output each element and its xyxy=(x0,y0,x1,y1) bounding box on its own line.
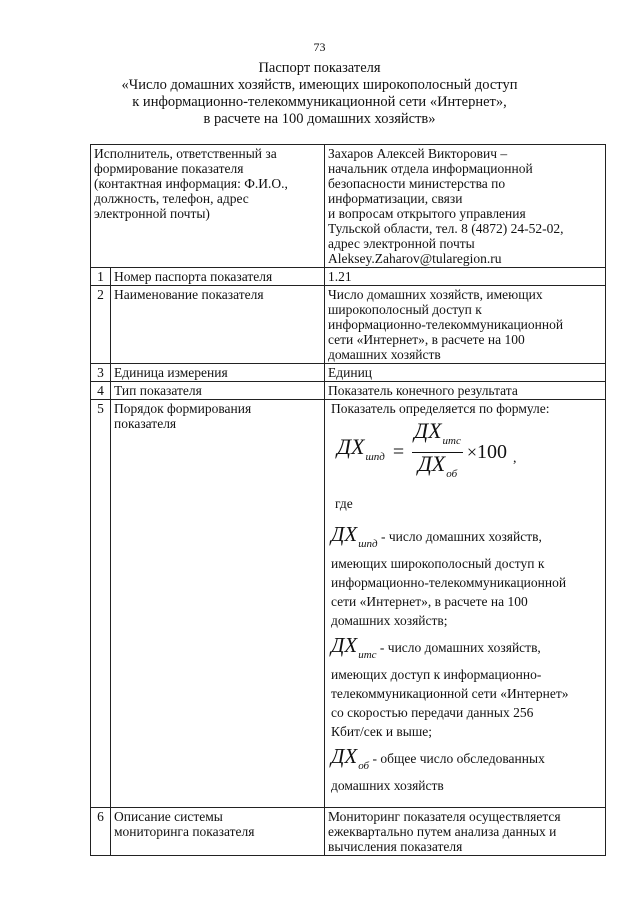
table-row xyxy=(91,286,606,364)
document-title xyxy=(60,60,579,128)
title-line: к информационно-телекоммуникационной сети «Интернет», xyxy=(132,94,507,110)
row-number: 5 xyxy=(91,400,111,808)
denominator: $ДХ_{об}$ xyxy=(417,450,458,480)
page-number: 73 xyxy=(313,40,326,54)
numerator: $ДХ_{итс}$ xyxy=(412,423,463,453)
table-row xyxy=(91,382,606,400)
title-line: в расчете на 100 домашних хозяйств» xyxy=(203,111,436,127)
multiplier: 100 xyxy=(477,440,508,463)
formula xyxy=(337,417,602,482)
row-number: 2 xyxy=(91,286,111,364)
table-row xyxy=(91,364,606,382)
row-number: 1 xyxy=(91,268,111,286)
row-value: Показатель конечного результата xyxy=(325,382,606,400)
definition-ob: $ДХ_{об}$ - общее число обследованных домашних хозяйств xyxy=(331,744,545,793)
row-label: Единица измерения xyxy=(111,364,325,382)
formula-lhs: $ДХ_{шпд}$ xyxy=(337,434,385,463)
formula-cell xyxy=(325,400,606,808)
responsible-value: Захаров Алексей Викторович – начальник отдела информационной безопасности министерства по информатизации, связи и вопросам открытого управления Тульской области, тел. 8 (4872) 24-52-02, адрес электронной почты Aleksey.Zaharov@tularegion.ru xyxy=(325,145,606,268)
title-line: Паспорт показателя xyxy=(258,60,381,76)
row-value: Единиц xyxy=(325,364,606,382)
row-number: 3 xyxy=(91,364,111,382)
formula-comma: , xyxy=(513,451,517,466)
times-sign: × xyxy=(466,441,478,462)
definition-shpd: $ДХ_{шпд}$ - число домашних хозяйств, имеющих широкополосный доступ к информационно-телекоммуникационной сети «Интернет», в расчете на 100 домашних хозяйств; xyxy=(331,522,567,628)
row-value: Число домашних хозяйств, имеющих широкополосный доступ к информационно-телекоммуникационной сети «Интернет», в расчете на 100 домашних хозяйств xyxy=(325,286,606,364)
row-label: Номер паспорта показателя xyxy=(111,268,325,286)
passport-table xyxy=(90,144,606,856)
row-number: 4 xyxy=(91,382,111,400)
definition-its: $ДХ_{итс}$ - число домашних хозяйств, имеющих доступ к информационно- телекоммуникационной сети «Интернет» со скоростью передачи данных 256 Кбит/сек и выше; xyxy=(331,633,569,739)
email-text: Aleksey.Zaharov@tularegion.ru xyxy=(328,251,502,266)
fraction xyxy=(412,417,463,482)
title-line: «Число домашних хозяйств, имеющих широкополосный доступ xyxy=(121,77,518,93)
row-value: Мониторинг показателя осуществляется ежеквартально путем анализа данных и вычисления показателя xyxy=(325,808,606,856)
row-label: Тип показателя xyxy=(111,382,325,400)
row-label: Наименование показателя xyxy=(111,286,325,364)
table-row xyxy=(91,145,606,268)
row-label: Порядок формирования показателя xyxy=(111,400,325,808)
table-row xyxy=(91,808,606,856)
table-row xyxy=(91,400,606,808)
row-number: 6 xyxy=(91,808,111,856)
equals-sign: = xyxy=(392,440,405,463)
row-value: 1.21 xyxy=(325,268,606,286)
formula-intro: Показатель определяется по формуле: xyxy=(331,401,550,416)
where-label: где xyxy=(335,496,353,511)
table-row xyxy=(91,268,606,286)
responsible-label: Исполнитель, ответственный за формирование показателя (контактная информация: Ф.И.О., должность, телефон, адрес электронной почты) xyxy=(91,145,325,268)
row-label: Описание системы мониторинга показателя xyxy=(111,808,325,856)
